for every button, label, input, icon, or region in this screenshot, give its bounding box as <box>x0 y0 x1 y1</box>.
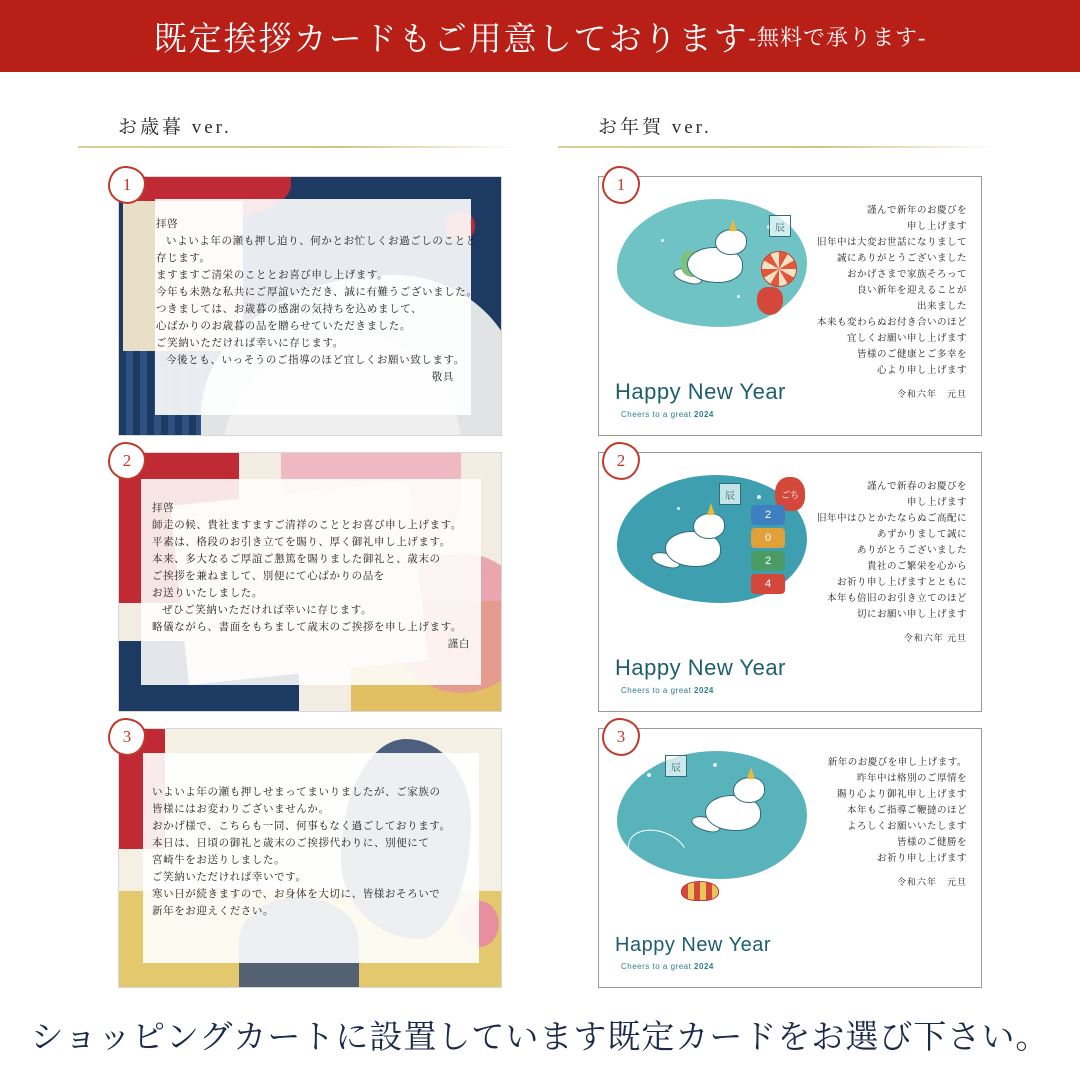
message-line: 昨年中は格別のご厚情を <box>856 774 967 784</box>
card-number-badge <box>602 718 640 756</box>
oseibo-letter-1 <box>156 216 478 386</box>
badge-number: 3 <box>616 727 626 746</box>
cheers-label: Cheers to a great <box>621 410 692 419</box>
letter-line: 拝啓 <box>152 503 175 514</box>
message-line: 切にお願い申し上げます <box>856 610 967 620</box>
hagoita-paddle-icon: ごち <box>775 477 805 511</box>
dragon-head <box>693 513 725 539</box>
year-label: 2024 <box>694 410 714 419</box>
year-label: 2024 <box>694 962 714 971</box>
card-number-badge <box>108 718 146 756</box>
letter-line: つきましては、お歳暮の感謝の気持ちを込めまして、 <box>156 304 423 315</box>
column-heading-nenga: お年賀 ver. <box>598 117 712 138</box>
letter-line: お送りいたしました。 <box>152 588 263 599</box>
message-line: 貴社のご繁栄を心から <box>866 562 967 572</box>
dragon-head <box>733 777 765 803</box>
message-signature: 令和六年 元旦 <box>896 389 967 399</box>
badge-number: 1 <box>616 175 626 194</box>
happy-new-year-text: Happy New Year <box>615 655 786 680</box>
nenga-message-2 <box>817 479 967 644</box>
zodiac-stamp-icon: 辰 <box>719 483 741 505</box>
cheers-label: Cheers to a great <box>621 962 692 971</box>
message-line: 誠にありがとうございました <box>836 254 967 264</box>
snow-dot <box>641 489 645 493</box>
message-line: 旧年中は大変お世話になりまして <box>817 238 968 248</box>
letter-line: ぜひご笑納いただければ幸いに存じます。 <box>162 605 373 616</box>
message-line: 宜しくお願い申し上げます <box>846 334 967 344</box>
message-line: 皆様のご健勝を <box>896 838 967 848</box>
nenga-message-1 <box>817 203 967 400</box>
footer-note: ショッピングカートに設置しています既定カードをお選び下さい。 <box>30 1020 1050 1056</box>
message-line: 申し上げます <box>906 498 967 508</box>
dragon-illustration-icon <box>687 769 777 849</box>
card-number-badge <box>108 442 146 480</box>
zodiac-stamp-icon: 辰 <box>769 215 791 237</box>
page-subtitle: -無料で承ります- <box>748 24 927 50</box>
spinning-top-icon <box>681 881 719 901</box>
snow-dot <box>757 495 761 499</box>
snow-dot <box>713 763 717 767</box>
message-line: 本来も変わらぬお付き合いのほど <box>817 318 968 328</box>
column-rule-left <box>78 146 518 148</box>
zodiac-stamp-icon: 辰 <box>665 755 687 777</box>
letter-line: 新年をお迎えください。 <box>152 906 275 917</box>
number-block: 2 <box>751 505 785 525</box>
message-line: 謹んで新春のお慶びを <box>866 482 967 492</box>
letter-line: 平素は、格段のお引き立てを賜り、厚く御礼申し上げます。 <box>152 537 451 548</box>
letter-line: ご笑納いただければ幸いです。 <box>152 872 307 883</box>
letter-line: 師走の候、貴社ますますご清祥のこととお喜び申し上げます。 <box>152 520 462 531</box>
message-line: 申し上げます <box>906 222 967 232</box>
number-block: 0 <box>751 528 785 548</box>
snow-dot <box>647 773 651 777</box>
message-line: お祈り申し上げますとともに <box>836 578 967 588</box>
letter-line: 今後とも、いっそうのご指導のほど宜しくお願い致します。 <box>166 355 465 366</box>
message-line: 謹んで新年のお慶びを <box>866 206 967 216</box>
message-signature: 令和六年 元旦 <box>896 877 967 887</box>
badge-number: 2 <box>616 451 626 470</box>
letter-line: 存じます。 <box>156 253 211 264</box>
letter-line: ご笑納いただければ幸いに存じます。 <box>156 338 344 349</box>
dragon-horn <box>729 219 737 231</box>
nenga-illustration <box>617 751 807 921</box>
message-line: お祈り申し上げます <box>876 854 967 864</box>
message-line: おかげさまで家族そろって <box>846 270 967 280</box>
nenga-card-1[interactable] <box>598 176 982 436</box>
message-line: ありがとうございました <box>856 546 967 556</box>
badge-number: 1 <box>122 175 132 194</box>
happy-new-year-text: Happy New Year <box>615 379 786 404</box>
number-block: 4 <box>751 574 785 594</box>
message-line: 旧年中はひとかたならぬご高配に <box>817 514 968 524</box>
dragon-horn <box>747 767 755 779</box>
letter-line: 略儀ながら、書面をもちまして歳末のご挨拶を申し上げます。 <box>152 622 462 633</box>
card-number-badge <box>602 166 640 204</box>
snow-dot <box>661 239 664 242</box>
cheers-label: Cheers to a great <box>621 686 692 695</box>
message-line: 良い新年を迎えることが <box>856 286 967 296</box>
letter-closing: 敬具 <box>431 372 454 383</box>
column-heading-oseibo: お歳暮 ver. <box>118 117 232 138</box>
dragon-head <box>715 229 747 255</box>
letter-line: 本来、多大なるご厚誼ご懇篤を賜りました御礼と、歳末の <box>152 554 441 565</box>
year-label: 2024 <box>694 686 714 695</box>
nenga-card-3[interactable] <box>598 728 982 988</box>
letter-line: 宮崎牛をお送りしました。 <box>152 855 286 866</box>
column-rule-right <box>558 146 998 148</box>
letter-line: 今年も未熟な私共にご厚誼いただき、誠に有難うございました。 <box>156 287 478 298</box>
letter-line: いよいよ年の瀬も押しせまってまいりましたが、ご家族の <box>152 787 441 798</box>
message-line: 本年も倍旧のお引き立てのほど <box>826 594 967 604</box>
page-title: 既定挨拶カードもご用意しております <box>153 21 749 58</box>
nenga-illustration <box>617 199 807 369</box>
header-banner <box>0 0 1080 72</box>
letter-line: 寒い日が続きますので、お身体を大切に、皆様おそろいで <box>152 889 441 900</box>
nenga-message-3 <box>817 755 967 888</box>
message-line: 心より申し上げます <box>876 366 967 376</box>
letter-line: 皆様にはお変わりございませんか。 <box>152 804 330 815</box>
message-signature: 令和六年 元旦 <box>903 633 967 643</box>
cheers-text <box>621 962 714 971</box>
message-line: 賜り心より御礼申し上げます <box>836 790 967 800</box>
letter-line: 本日は、日頃の御礼と歳末のご挨拶代わりに、別便にて <box>152 838 430 849</box>
badge-number: 2 <box>122 451 132 470</box>
letter-line: ご挨拶を兼ねまして、別便にて心ばかりの品を <box>152 571 385 582</box>
cheers-text <box>621 686 714 695</box>
dragon-illustration-icon <box>647 505 737 585</box>
letter-line: ますますご清栄のこととお喜び申し上げます。 <box>156 270 389 281</box>
happy-new-year-text: Happy New Year <box>615 934 771 956</box>
letter-line: 拝啓 <box>156 219 179 230</box>
temari-ball-icon <box>761 251 797 287</box>
message-line: あずかりまして誠に <box>876 530 967 540</box>
message-line: 新年のお慶びを申し上げます。 <box>827 758 967 768</box>
number-block: 2 <box>751 551 785 571</box>
new-year-toy-icon <box>757 287 783 315</box>
dragon-horn <box>707 503 715 515</box>
nenga-card-2[interactable] <box>598 452 982 712</box>
oseibo-letter-2 <box>152 500 482 653</box>
letter-closing: 謹白 <box>447 639 470 650</box>
nenga-illustration <box>617 475 807 645</box>
card-number-badge <box>108 166 146 204</box>
card-number-badge <box>602 442 640 480</box>
message-line: 出来ました <box>916 302 967 312</box>
message-line: 本年もご指導ご鞭撻のほど <box>846 806 967 816</box>
cheers-text <box>621 410 714 419</box>
snow-dot <box>637 217 641 221</box>
letter-line: いよいよ年の瀬も押し迫り、何かとお忙しくお過ごしのことと <box>166 236 477 247</box>
letter-line: 心ばかりのお歳暮の品を贈らせていただきました。 <box>156 321 411 332</box>
number-blocks-2024 <box>751 505 803 597</box>
oseibo-letter-3 <box>152 784 482 920</box>
message-line: よろしくお願いいたします <box>846 822 967 832</box>
badge-number: 3 <box>122 727 132 746</box>
dragon-illustration-icon <box>669 221 759 301</box>
message-line: 皆様のご健康とご多幸を <box>856 350 967 360</box>
letter-line: おかげ様で、こちらも一同、何事もなく過ごしております。 <box>152 821 451 832</box>
